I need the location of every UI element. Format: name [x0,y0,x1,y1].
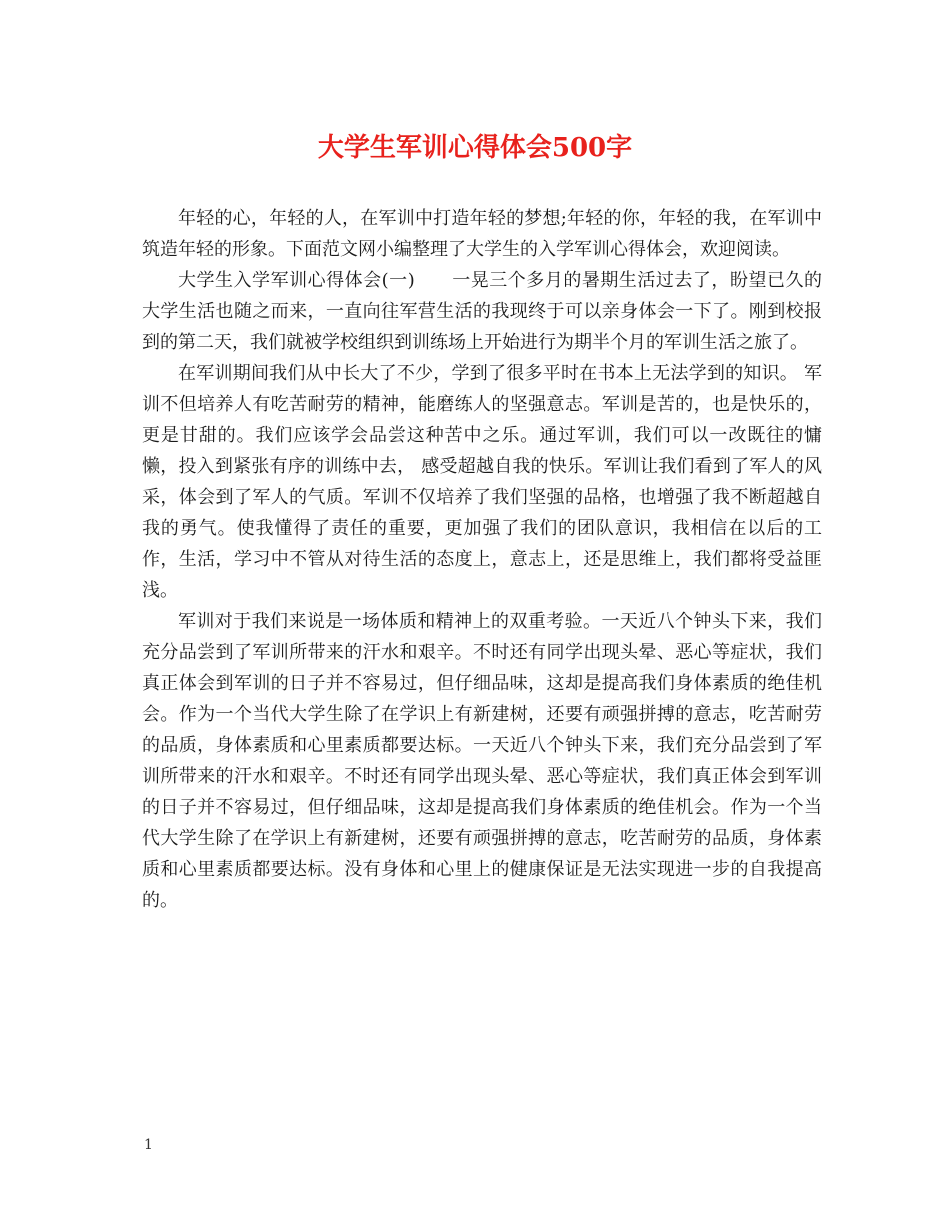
document-title: 大学生军训心得体会500字 [317,133,633,163]
paragraph-intro: 年轻的心，年轻的人，在军训中打造年轻的梦想;年轻的你，年轻的我，在军训中筑造年轻的形象。下面范文网小编整理了大学生的入学军训心得体会，欢迎阅读。 [142,208,822,260]
document-body [142,203,822,916]
paragraph-section-one: 大学生入学军训心得体会(一) 一晃三个多月的暑期生活过去了，盼望已久的大学生活也随之而来，一直向往军营生活的我现终于可以亲身体会一下了。刚到校报到的第二天，我们就被学校组织到训练场上开始进行为期半个月的军训生活之旅了。 [142,270,822,353]
paragraph-growth: 在军训期间我们从中长大了不少，学到了很多平时在书本上无法学到的知识。 军训不但培养人有吃苦耐劳的精神，能磨练人的坚强意志。军训是苦的，也是快乐的，更是甘甜的。我们应该学会品尝这种苦中之乐。通过军训，我们可以一改既往的慵懒，投入到紧张有序的训练中去， 感受超越自我的快乐。军训让我们看到了军人的风采，体会到了军人的气质。军训不仅培养了我们坚强的品格，也增强了我不断超越自我的勇气。使我懂得了责任的重要，更加强了我们的团队意识，我相信在以后的工作，生活，学习中不管从对待生活的态度上，意志上，还是思维上，我们都将受益匪浅。 [142,363,822,601]
page-number: 1 [144,1137,153,1153]
paragraph-test: 军训对于我们来说是一场体质和精神上的双重考验。一天近八个钟头下来，我们充分品尝到了军训所带来的汗水和艰辛。不时还有同学出现头晕、恶心等症状，我们真正体会到军训的日子并不容易过，但仔细品味，这却是提高我们身体素质的绝佳机会。作为一个当代大学生除了在学识上有新建树，还要有顽强拼搏的意志，吃苦耐劳的品质，身体素质和心里素质都要达标。一天近八个钟头下来，我们充分品尝到了军训所带来的汗水和艰辛。不时还有同学出现头晕、恶心等症状，我们真正体会到军训的日子并不容易过，但仔细品味，这却是提高我们身体素质的绝佳机会。作为一个当代大学生除了在学识上有新建树，还要有顽强拼搏的意志，吃苦耐劳的品质，身体素质和心里素质都要达标。没有身体和心里上的健康保证是无法实现进一步的自我提高的。 [142,611,822,911]
